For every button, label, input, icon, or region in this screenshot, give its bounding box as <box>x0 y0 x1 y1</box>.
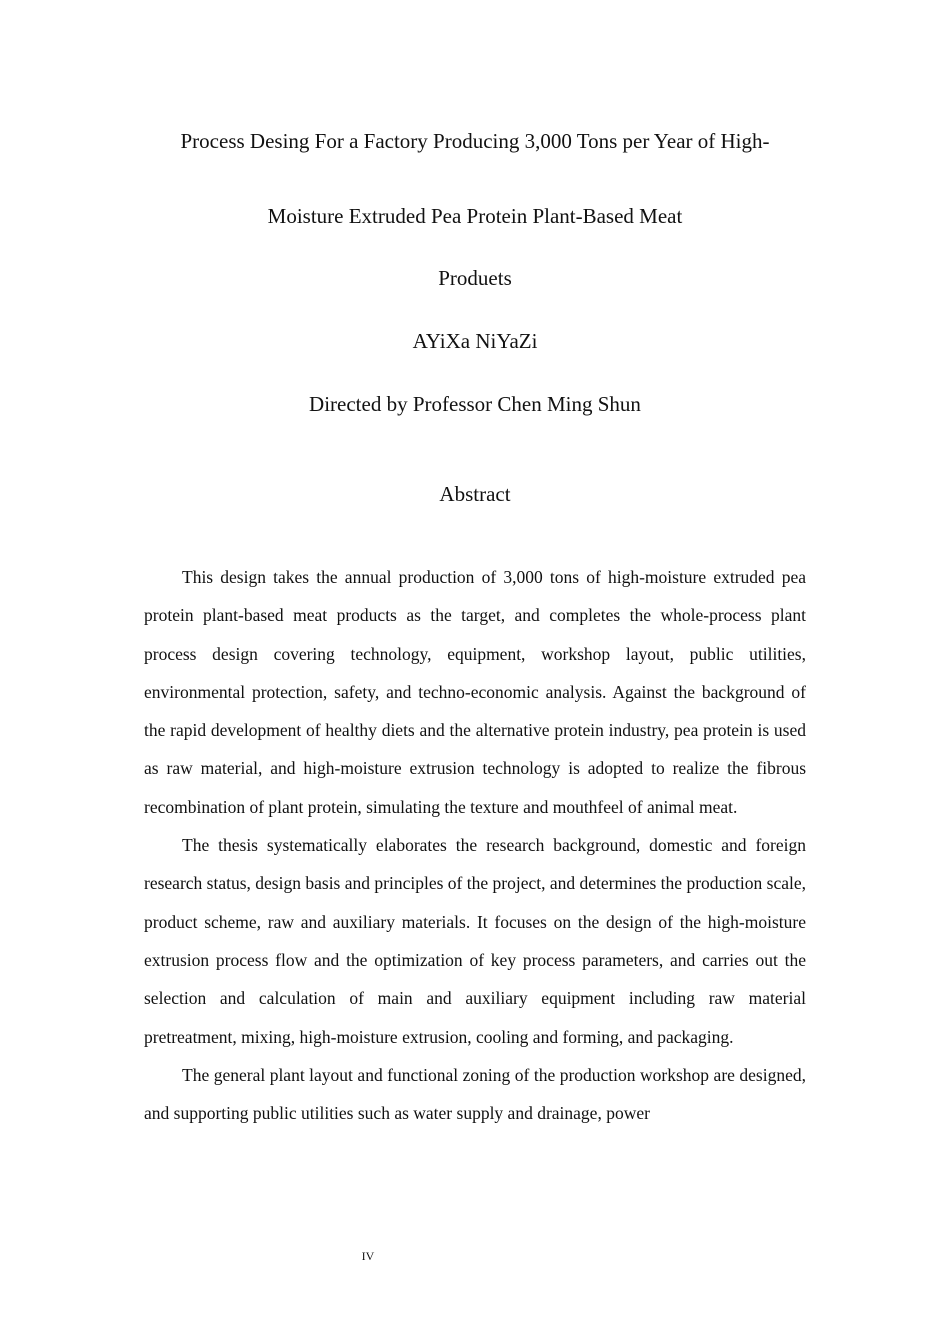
title-line-1: Process Desing For a Factory Producing 3,000 Tons per Year of High- <box>180 129 770 153</box>
abstract-paragraph-3: The general plant layout and functional zoning of the production workshop are designed, and supporting public utilities such as water supply and drainage, power <box>144 1064 806 1124</box>
abstract-paragraph-2: The thesis systematically elaborates the research background, domestic and foreign research status, design basis and principles of the project, and determines the production scale, product scheme, raw and auxiliary materials. It focuses on the design of the high-moisture extrusion process flow and the optimization of key process parameters, and carries out the selection and calculation of main and auxiliary equipment including raw material pretreatment, mixing, high-moisture extrusion, cooling and forming, and packaging. <box>144 835 806 1047</box>
page-number: IV <box>361 1249 375 1263</box>
abstract-body <box>144 558 806 1132</box>
abstract-heading: Abstract <box>439 482 511 506</box>
abstract-paragraph-1: This design takes the annual production of 3,000 tons of high-moisture extruded pea protein plant-based meat products as the target, and completes the whole-process plant process design covering technology, equipment, workshop layout, public utilities, environmental protection, safety, and techno-economic analysis. Against the background of the rapid development of healthy diets and the alternative protein industry, pea protein is used as raw material, and high-moisture extrusion technology is adopted to realize the fibrous recombination of plant protein, simulating the texture and mouthfeel of animal meat. <box>144 567 806 817</box>
title-line-3: Produets <box>438 266 512 290</box>
title-line-2: Moisture Extruded Pea Protein Plant-Based Meat <box>267 204 683 228</box>
author-name: AYiXa NiYaZi <box>412 329 538 353</box>
director-line: Directed by Professor Chen Ming Shun <box>309 392 641 416</box>
